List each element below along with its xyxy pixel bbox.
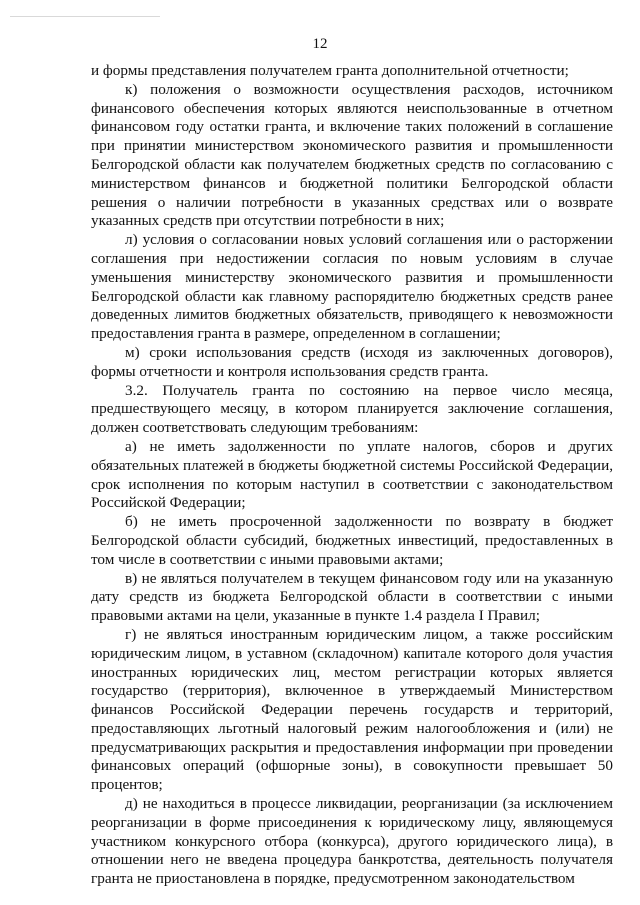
paragraph-b: б) не иметь просроченной задолженности по возврату в бюджет Белгородской области субсидий, бюджетных инвестиций, предоставленных в том числе в соответствии с иными правовыми актами; bbox=[91, 513, 613, 568]
document-body bbox=[91, 62, 613, 889]
paragraph-l: л) условия о согласовании новых условий соглашения или о расторжении соглашения при недостижении согласия по новым условиям в случае уменьшения министерству экономического развития и промышленности Белгородской области как главному распорядителю бюджетных средств ранее доведенных лимитов бюджетных обязательств, приводящего к невозможности предоставления гранта в размере, определенном в соглашении; bbox=[91, 231, 613, 343]
scan-artifact-line bbox=[10, 16, 160, 17]
paragraph-k: к) положения о возможности осуществления расходов, источником финансового обеспечения которых являются неиспользованные в отчетном финансовом году остатки гранта, и включение таких положений в соглашение при принятии министерством экономического развития и промышленности Белгородской области как получателем бюджетных средств по согласованию с министерством финансов и бюджетной политики Белгородской области решения о наличии потребности в указанных средствах или о возврате указанных средств при отсутствии потребности в них; bbox=[91, 80, 613, 230]
paragraph-d: д) не находиться в процессе ликвидации, реорганизации (за исключением реорганизации в форме присоединения к юридическому лицу, являющемуся участником конкурсного отбора (конкурса), другого юридического лица), в отношении него не введена процедура банкротства, деятельность получателя гранта не приостановлена в порядке, предусмотренном законодательством bbox=[91, 795, 613, 888]
paragraph-m: м) сроки использования средств (исходя из заключенных договоров), формы отчетности и контроля использования средств гранта. bbox=[91, 343, 613, 380]
paragraph-3-2: 3.2. Получатель гранта по состоянию на первое число месяца, предшествующего месяцу, в котором планируется заключение соглашения, должен соответствовать следующим требованиям: bbox=[91, 381, 613, 437]
page-number: 12 bbox=[312, 36, 328, 52]
paragraph-g: г) не являться иностранным юридическим лицом, а также российским юридическим лицом, в уставном (складочном) капитале которого доля участия иностранных юридических лиц, местом регистрации которых является государство (территория), включенное в утверждаемый Министерством финансов Российской Федерации перечень государств и территорий, предоставляющих льготный налоговый режим налогообложения и (или) не предусматривающих раскрытия и предоставления информации при проведении финансовых операций (офшорные зоны), в совокупности превышает 50 процентов; bbox=[91, 625, 613, 794]
paragraph-a: а) не иметь задолженности по уплате налогов, сборов и других обязательных платежей в бюджеты бюджетной системы Российской Федерации, срок исполнения по которым наступил в соответствии с законодательством Российской Федерации; bbox=[91, 437, 613, 512]
paragraph-v: в) не являться получателем в текущем финансовом году или на указанную дату средств из бюджета Белгородской области в соответствии с иными правовыми актами на цели, указанные в пункте 1.4 раздела I Правил; bbox=[91, 569, 613, 625]
paragraph-continuation: и формы представления получателем гранта дополнительной отчетности; bbox=[91, 62, 569, 79]
